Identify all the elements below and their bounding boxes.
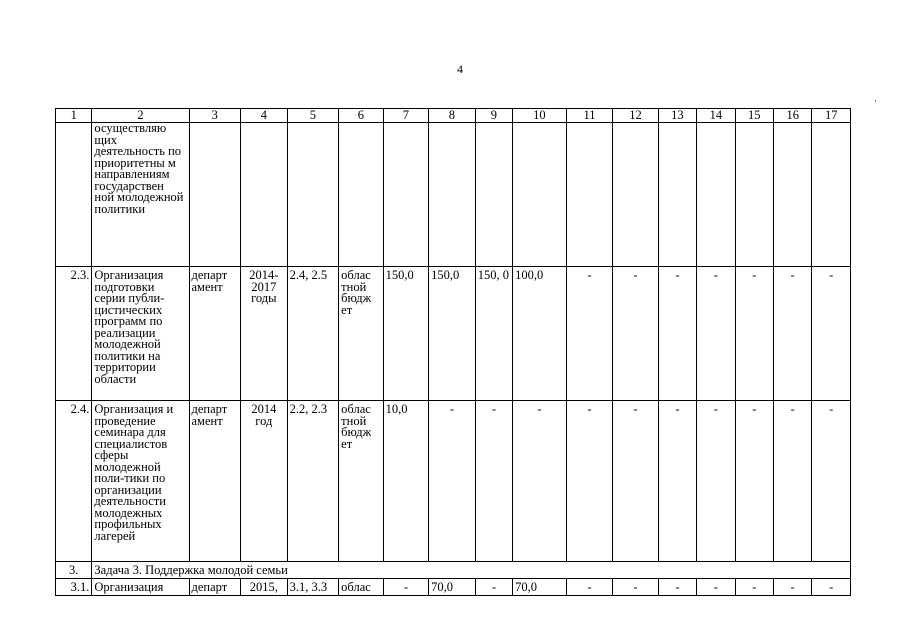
value-cell-17: - — [812, 267, 851, 401]
value-cell-15: - — [735, 579, 773, 596]
column-number: 16 — [773, 109, 811, 123]
indicators-cell: 2.2, 2.3 — [287, 401, 339, 562]
row-number-cell: 3.1. — [56, 579, 92, 596]
column-number: 7 — [383, 109, 429, 123]
value-cell-8: - — [429, 401, 476, 562]
table-cell — [287, 123, 339, 267]
value-cell-9: 150, 0 — [475, 267, 512, 401]
period-cell: 2015, — [241, 579, 288, 596]
value-cell-14: - — [697, 267, 735, 401]
program-activities-table — [55, 108, 851, 596]
column-number: 5 — [287, 109, 339, 123]
executor-cell: департ амент — [189, 401, 241, 562]
column-number: 10 — [513, 109, 567, 123]
value-cell-12: - — [613, 401, 659, 562]
period-cell: 2014 год — [241, 401, 288, 562]
page-number: 4 — [457, 62, 463, 76]
value-cell-12: - — [613, 579, 659, 596]
funding-source-cell: облас — [339, 579, 384, 596]
executor-cell: департ амент — [189, 267, 241, 401]
row-number-cell — [56, 123, 92, 267]
value-cell-10: 100,0 — [513, 267, 567, 401]
column-number: 17 — [812, 109, 851, 123]
value-cell-15: - — [735, 267, 773, 401]
value-cell-14: - — [697, 579, 735, 596]
table-cell — [566, 123, 613, 267]
row-number-cell: 2.4. — [56, 401, 92, 562]
funding-source-cell: облас тной бюдж ет — [339, 267, 384, 401]
column-number-row — [56, 109, 851, 123]
table-row-3-1 — [56, 579, 851, 596]
task-number-cell: 3. — [56, 562, 92, 579]
activity-name-cell: Организация и проведение семинара для специалистов сферы молодежной поли-тики по организации деятельности молодежных профильных лагерей — [92, 401, 189, 562]
value-cell-11: - — [566, 267, 613, 401]
value-cell-14: - — [697, 401, 735, 562]
column-number: 1 — [56, 109, 92, 123]
table-row-2-3 — [56, 267, 851, 401]
value-cell-12: - — [613, 267, 659, 401]
column-number: 15 — [735, 109, 773, 123]
activity-name-cell: Организация — [92, 579, 189, 596]
value-cell-13: - — [658, 579, 696, 596]
value-cell-16: - — [773, 579, 811, 596]
table-cell — [429, 123, 476, 267]
table-cell — [383, 123, 429, 267]
table-row-2-4 — [56, 401, 851, 562]
table-cell — [697, 123, 735, 267]
column-number: 6 — [339, 109, 384, 123]
value-cell-7: 10,0 — [383, 401, 429, 562]
value-cell-16: - — [773, 401, 811, 562]
activity-name-cell: Организация подготовки серии публи-цистических программ по реализации молодежной политики на территории области — [92, 267, 189, 401]
period-cell: 2014-2017 годы — [241, 267, 288, 401]
table-cell — [241, 123, 288, 267]
funding-source-cell: облас тной бюдж ет — [339, 401, 384, 562]
column-number: 9 — [475, 109, 512, 123]
column-number: 8 — [429, 109, 476, 123]
value-cell-9: - — [475, 401, 512, 562]
column-number: 12 — [613, 109, 659, 123]
table-cell — [475, 123, 512, 267]
table-cell — [513, 123, 567, 267]
margin-mark: · — [874, 96, 877, 106]
table-cell — [658, 123, 696, 267]
value-cell-13: - — [658, 401, 696, 562]
table-cell — [189, 123, 241, 267]
table-row-continuation — [56, 123, 851, 267]
column-number: 11 — [566, 109, 613, 123]
value-cell-9: - — [475, 579, 512, 596]
value-cell-8: 70,0 — [429, 579, 476, 596]
value-cell-11: - — [566, 579, 613, 596]
column-number: 2 — [92, 109, 189, 123]
indicators-cell: 2.4, 2.5 — [287, 267, 339, 401]
activity-name-cell: осуществляю щих деятельность по приоритетны м направлениям государствен ной молодежной политики — [92, 123, 189, 267]
column-number: 4 — [241, 109, 288, 123]
value-cell-16: - — [773, 267, 811, 401]
table-cell — [735, 123, 773, 267]
column-number: 14 — [697, 109, 735, 123]
value-cell-7: 150,0 — [383, 267, 429, 401]
task-heading-row — [56, 562, 851, 579]
column-number: 3 — [189, 109, 241, 123]
value-cell-13: - — [658, 267, 696, 401]
table-cell — [339, 123, 384, 267]
table-cell — [812, 123, 851, 267]
column-number: 13 — [658, 109, 696, 123]
value-cell-7: - — [383, 579, 429, 596]
value-cell-11: - — [566, 401, 613, 562]
executor-cell: департ — [189, 579, 241, 596]
value-cell-17: - — [812, 579, 851, 596]
table-cell — [613, 123, 659, 267]
indicators-cell: 3.1, 3.3 — [287, 579, 339, 596]
value-cell-10: - — [513, 401, 567, 562]
value-cell-10: 70,0 — [513, 579, 567, 596]
row-number-cell: 2.3. — [56, 267, 92, 401]
value-cell-17: - — [812, 401, 851, 562]
value-cell-8: 150,0 — [429, 267, 476, 401]
table-cell — [773, 123, 811, 267]
task-title-cell: Задача 3. Поддержка молодой семьи — [92, 562, 851, 579]
value-cell-15: - — [735, 401, 773, 562]
